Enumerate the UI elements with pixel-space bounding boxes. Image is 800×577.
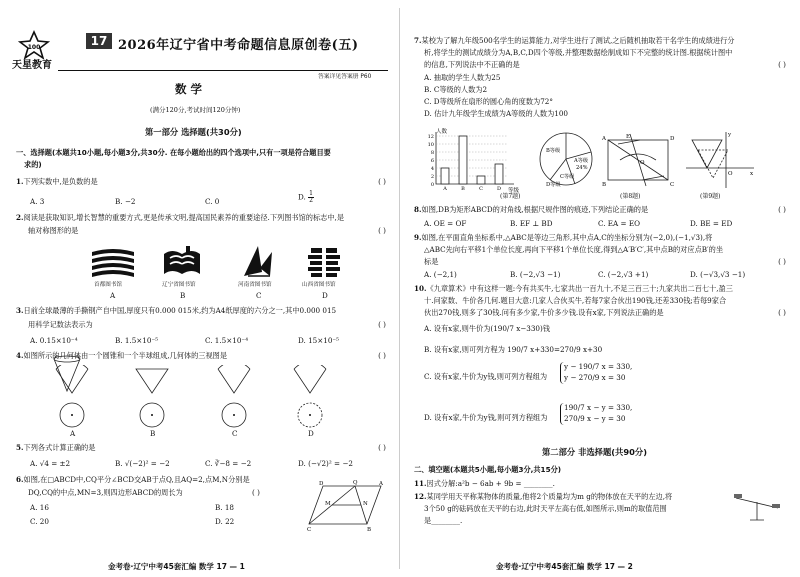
q12-stem-2: 3个50 g的砝码放在天平的右边,此时天平左高右低,如图所示,则m的取值范围 — [424, 504, 667, 513]
badge-number: 17 — [86, 33, 112, 49]
bar-chart-ytick-6: 12 — [427, 134, 434, 140]
bar-chart-xlabel: 等级 — [508, 188, 520, 194]
bar-category-label-B: B — [461, 186, 465, 192]
q2-logo-c[interactable] — [240, 242, 276, 280]
q2-letter-d: D — [322, 291, 328, 300]
fig9-label-x: x — [750, 171, 754, 177]
q9-option-c[interactable]: C. (−2,√3 +1) — [598, 270, 649, 279]
bar-D — [495, 164, 503, 184]
q7-answer-paren[interactable]: ( ) — [778, 60, 786, 69]
fig9-label-o: O — [728, 171, 733, 177]
pie-label-d: D等级 — [546, 182, 561, 188]
q12-stem-3: 是________. — [424, 516, 463, 525]
fig8-label-c: C — [670, 182, 675, 188]
q2-caption-b: 辽宁省图书馆 — [162, 282, 196, 288]
pie-label-c: C等级 — [560, 174, 575, 180]
q10-c-eq1: y − 190/7 x = 330, — [564, 362, 633, 371]
q1-stem: 1.下列实数中,是负数的是 — [16, 177, 98, 186]
q5-answer-paren[interactable]: ( ) — [378, 443, 386, 452]
q1-option-a[interactable]: A. 3 — [30, 197, 45, 206]
q9-stem-1: 9.如图,在平面直角坐标系中,△ABC是等边三角形,其中点A,C的坐标分别为(−2,0),(−1,√3),将 — [414, 233, 713, 242]
q3-answer-paren[interactable]: ( ) — [378, 320, 386, 329]
q12-balance-scale-figure — [732, 494, 782, 524]
q10-answer-paren[interactable]: ( ) — [778, 308, 786, 317]
q9-stem-3: 标是 — [424, 257, 439, 266]
bar-chart-ytick-4: 8 — [430, 150, 434, 156]
q1-answer-paren[interactable]: ( ) — [378, 177, 386, 186]
fig8-label-o: O — [640, 160, 645, 166]
q6-label-m: M — [325, 501, 331, 507]
header-rule — [58, 70, 388, 71]
q9-coordinate-figure — [682, 128, 758, 192]
q4-letter-b: B — [150, 429, 156, 438]
q10-stem-1: 10.《九章算术》中有这样一题:今有共买牛,七家共出一百九十,不足三百三十;九家共出二百七十,盈三 — [414, 284, 733, 293]
q7-bar-chart — [420, 124, 530, 196]
q10-option-d-system — [560, 403, 632, 425]
bar-category-label-C: C — [479, 186, 483, 192]
q8-rectangle-figure — [600, 130, 676, 192]
q2-stem-1: 2.阅读是获取知识,增长智慧的重要方式,更是传承文明,提高国民素养的重要途径.下列图书馆的标志中,是 — [16, 213, 345, 222]
q8-option-d[interactable]: D. BE = ED — [690, 219, 733, 228]
fig8-label-a: A — [602, 136, 606, 142]
q7-option-a[interactable]: A. 抽取的学生人数为25 — [424, 73, 501, 82]
pie-label-b: B等级 — [546, 148, 561, 154]
q4-letter-a: A — [70, 429, 76, 438]
q2-stem-2: 轴对称图形的是 — [28, 226, 79, 235]
q6-answer-paren[interactable]: ( ) — [252, 488, 260, 497]
q1-option-d[interactable]: D. $\frac{1}{2}$ — [298, 190, 313, 204]
svg-text:100: 100 — [27, 44, 41, 51]
logo — [14, 30, 54, 74]
q1-option-b[interactable]: B. −2 — [115, 197, 136, 206]
part2-title: 第二部分 非选择题(共90分) — [542, 447, 647, 457]
q8-option-a[interactable]: A. OE = OF — [424, 219, 467, 228]
q2-answer-paren[interactable]: ( ) — [378, 226, 386, 235]
q6-stem-2: DQ,CQ的中点,MN=3,则四边形ABCD的周长为 — [28, 488, 183, 497]
q10-option-d[interactable]: D. 设有x家,牛价为y钱,则可列方程组为 — [424, 413, 548, 422]
q5-option-c[interactable]: C. ∛−8 = −2 — [205, 459, 252, 468]
q9-option-d[interactable]: D. (−√3,√3 −1) — [690, 270, 746, 279]
q3-option-b[interactable]: B. 1.5×10⁻⁵ — [115, 336, 159, 345]
q7-pie-chart — [530, 128, 602, 190]
bar-chart-ytick-2: 4 — [430, 166, 434, 172]
q6-option-c[interactable]: C. 20 — [30, 517, 49, 526]
q10-option-c-system — [560, 362, 632, 384]
q6-option-b[interactable]: B. 18 — [215, 503, 234, 512]
bar-chart-ytick-1: 2 — [430, 174, 434, 180]
q3-option-c[interactable]: C. 1.5×10⁻⁴ — [205, 336, 249, 345]
q2-caption-a: 首都图书馆 — [94, 282, 122, 288]
star-logo-icon — [14, 30, 54, 60]
pie-label-a: A等级 — [574, 158, 589, 164]
q2-letter-c: C — [256, 291, 262, 300]
q4-stem: 4.如图所示的几何体由一个圆锥和一个半球组成,几何体的三视图是 — [16, 351, 228, 360]
q6-parallelogram-figure — [305, 478, 385, 532]
q11-stem: 11.因式分解:a²b − 6ab + 9b = ________. — [414, 479, 555, 488]
q10-option-b[interactable]: B. 设有x家,则可列方程为 190/7 x+330=270/9 x+30 — [424, 345, 603, 354]
q9-answer-paren[interactable]: ( ) — [778, 257, 786, 266]
footer-left: 金考卷·辽宁中考45套汇编 数学 17 — 1 — [108, 561, 245, 571]
bar-chart-ytick-3: 6 — [430, 158, 434, 164]
q8-option-b[interactable]: B. EF ⊥ BD — [510, 219, 553, 228]
q2-letter-a: A — [110, 291, 116, 300]
q1-option-c[interactable]: C. 0 — [205, 197, 220, 206]
fig8-label-b: B — [602, 182, 607, 188]
q2-logo-a[interactable] — [88, 248, 138, 280]
q9-option-a[interactable]: A. (−2,1) — [424, 270, 457, 279]
q6-label-d: D — [319, 481, 324, 487]
q10-d-eq2: 270/9 x − y = 30 — [564, 413, 626, 423]
fig8-label-d: D — [670, 136, 675, 142]
q10-d-eq1: 190/7 x − y = 330, — [564, 403, 633, 412]
exam-title: 2026年辽宁省中考命题信息原创卷(五) — [118, 38, 359, 53]
q7-option-b[interactable]: B. C等级的人数为2 — [424, 85, 488, 94]
q8-caption: (第8题) — [620, 193, 641, 200]
bar-chart-ylabel: 人数 — [436, 129, 448, 135]
q2-caption-d: 山西省图书馆 — [302, 282, 336, 288]
q10-stem-2: 十.问家数、牛价各几何.题目大意:几家人合伙买牛,若每7家合伙出190钱,还差330钱;若每9家合 — [424, 296, 727, 305]
right-page — [400, 0, 800, 577]
q5-option-d[interactable]: D. (−√2)² = −2 — [298, 459, 353, 468]
q8-option-c[interactable]: C. EA = EO — [598, 219, 640, 228]
q8-stem: 8.如图,DB为矩形ABCD的对角线,根据尺规作图的痕迹,下列结论正确的是 — [414, 205, 649, 214]
q12-stem-1: 12.某同学用天平称某物体的质量,他将2个质量均为m g的物体放在天平的左边,将 — [414, 492, 673, 501]
fig8-label-e: E — [626, 134, 631, 140]
q1-fraction: $\frac{1}{2}$ — [309, 190, 313, 204]
q5-stem: 5.下列各式计算正确的是 — [16, 443, 96, 452]
q7-option-c[interactable]: C. D等级所在扇形的圆心角的度数为72° — [424, 97, 553, 106]
q3-stem-2: 用科学记数法表示为 — [28, 320, 93, 329]
q2-caption-c: 河南省图书馆 — [238, 282, 272, 288]
q10-option-c[interactable]: C. 设有x家,牛价为y钱,则可列方程组为 — [424, 372, 548, 381]
q7-stem-3: 的信息,下列说法中不正确的是 — [424, 60, 520, 69]
q5-option-b[interactable]: B. √(−2)² = −2 — [115, 459, 170, 468]
part2-instruction: 二、填空题(本题共5小题,每小题3分,共15分) — [414, 465, 562, 474]
q5-option-a[interactable]: A. √4 = ±2 — [30, 459, 71, 468]
q6-option-a[interactable]: A. 16 — [30, 503, 49, 512]
exam-info: (满分120分,考试时间120分钟) — [150, 106, 241, 114]
q8-answer-paren[interactable]: ( ) — [778, 205, 786, 214]
bar-chart-ytick-0: 0 — [430, 182, 434, 188]
q6-option-d[interactable]: D. 22 — [215, 517, 235, 526]
part1-title: 第一部分 选择题(共30分) — [145, 127, 242, 137]
q7-stem-1: 7.某校为了解九年级500名学生的运算能力,对学生进行了测试,之后随机抽取若干名学生的成绩进行分 — [414, 36, 735, 45]
pie-label-a-percent: 24% — [576, 165, 588, 171]
bar-B — [459, 136, 467, 184]
q6-label-a: A — [379, 481, 383, 487]
q3-stem-1: 3.日前全球最薄的手撕钢产自中国,厚度只有0.000 015米,约为A4纸厚度的六分之一,其中0.000 015 — [16, 306, 337, 315]
q7-caption: (第7题) — [500, 193, 521, 200]
bar-chart-ytick-5: 10 — [427, 142, 434, 148]
footer-right: 金考卷·辽宁中考45套汇编 数学 17 — 2 — [496, 561, 633, 571]
q2-letter-b: B — [180, 291, 186, 300]
q4-answer-paren[interactable]: ( ) — [378, 351, 386, 360]
bar-A — [441, 168, 449, 184]
q9-stem-2: △ABC先向右平移1个单位长度,再向下平移1个单位长度,得到△A′B′C′,其中点B的对应点B′的坐 — [424, 245, 724, 254]
q4-option-a[interactable] — [50, 365, 350, 435]
q2-logo-d[interactable] — [305, 246, 343, 280]
fig9-label-y: y — [728, 132, 732, 138]
logo-text: 天星教育 — [12, 60, 52, 71]
q9-caption: (第9题) — [700, 193, 721, 200]
q6-label-q: Q — [353, 480, 358, 486]
q6-label-n: N — [363, 501, 368, 507]
part1-instruction-1: 一、选择题(本题共10小题,每小题3分,共30分. 在每小题给出的四个选项中,只有一项是符合题目要 — [16, 148, 331, 157]
q4-letter-c: C — [232, 429, 238, 438]
part1-instruction-2: 求的) — [24, 160, 42, 169]
q9-option-b[interactable]: B. (−2,√3 −1) — [510, 270, 561, 279]
q10-c-eq2: y − 270/9 x = 30 — [564, 372, 626, 382]
q7-stem-2: 析,将学生的测试成绩分为A,B,C,D四个等级,并整理数据绘制成如下不完整的统计图.根据统计图中 — [424, 48, 733, 57]
q3-option-d[interactable]: D. 15×10⁻⁵ — [298, 336, 340, 345]
q10-option-a[interactable]: A. 设有x家,则牛价为(190/7 x−330)钱 — [424, 324, 550, 333]
q3-option-a[interactable]: A. 0.15×10⁻⁴ — [30, 336, 78, 345]
q6-label-b: B — [367, 527, 372, 532]
q6-label-c: C — [307, 527, 312, 532]
q2-logo-b[interactable] — [160, 244, 204, 280]
bar-category-label-A: A — [443, 186, 447, 192]
subject-title: 数 学 — [175, 82, 203, 96]
bar-category-label-D: D — [496, 186, 502, 192]
q7-option-d[interactable]: D. 估计九年级学生成绩为A等级的人数为100 — [424, 109, 568, 118]
q4-letter-d: D — [308, 429, 314, 438]
bar-C — [477, 176, 485, 184]
q6-stem-1: 6.如图,在□ABCD中,CQ平分∠BCD交AB于点Q,且AQ=2,点M,N分别是 — [16, 475, 250, 484]
q10-stem-3: 伙出270钱,则多了30钱.问有多少家,牛价多少钱.设有x家,下列说法正确的是 — [424, 308, 664, 317]
answer-ref: 答案详见答案册 P60 — [318, 74, 372, 80]
